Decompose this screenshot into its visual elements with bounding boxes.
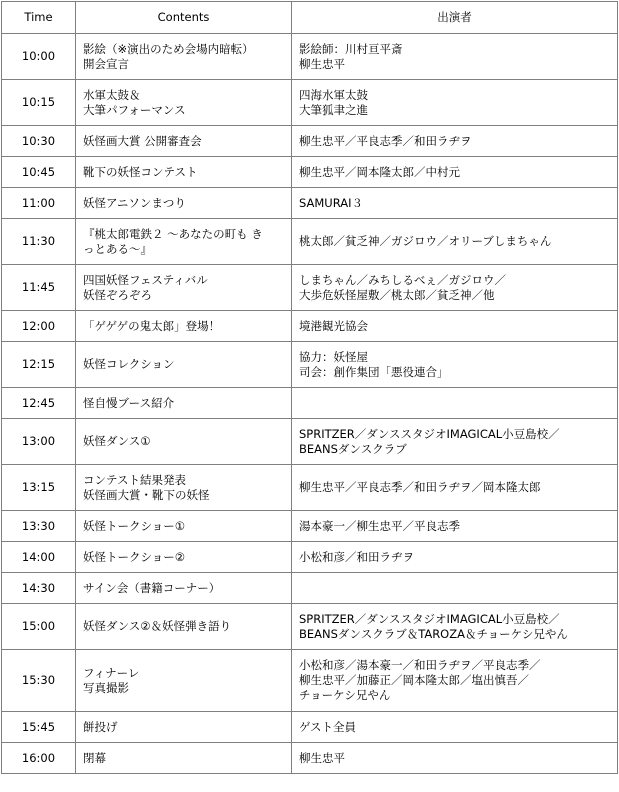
schedule-row bbox=[2, 34, 618, 80]
performers-cell bbox=[292, 712, 618, 743]
performers-cell bbox=[292, 542, 618, 573]
contents-cell bbox=[76, 573, 292, 604]
contents-cell bbox=[76, 188, 292, 219]
time-cell: 15:30 bbox=[2, 650, 76, 712]
contents-line: 写真撮影 bbox=[83, 680, 129, 695]
performer-line: 小松和彦／和田ラヂヲ bbox=[299, 549, 414, 564]
performer-line: 湯本豪一／柳生忠平／平良志季 bbox=[299, 518, 460, 533]
performer-line: チョーケシ兄やん bbox=[299, 688, 391, 702]
schedule-row bbox=[2, 188, 618, 219]
performer-line: 境港観光協会 bbox=[299, 318, 368, 333]
contents-line: 靴下の妖怪コンテスト bbox=[83, 164, 198, 179]
performers-cell bbox=[292, 388, 618, 419]
contents-cell bbox=[76, 542, 292, 573]
schedule-row bbox=[2, 342, 618, 388]
time-cell: 10:00 bbox=[2, 34, 76, 80]
header-row bbox=[2, 2, 618, 34]
performer-line: SAMURAI３ bbox=[299, 195, 364, 210]
performer-line: 大筆狐聿之進 bbox=[299, 102, 368, 117]
performers-cell bbox=[292, 511, 618, 542]
contents-cell bbox=[76, 419, 292, 465]
contents-line: っとある〜』 bbox=[83, 241, 152, 256]
schedule-row bbox=[2, 573, 618, 604]
schedule-row bbox=[2, 650, 618, 712]
performers-cell bbox=[292, 311, 618, 342]
performers-cell bbox=[292, 126, 618, 157]
performers-cell bbox=[292, 219, 618, 265]
performer-line: 小松和彦／湯本豪一／和田ラヂヲ／平良志季／ bbox=[299, 658, 541, 672]
time-cell: 10:15 bbox=[2, 80, 76, 126]
schedule-row bbox=[2, 311, 618, 342]
contents-line: 開会宣言 bbox=[83, 56, 129, 71]
schedule-row bbox=[2, 712, 618, 743]
contents-line: 妖怪トークショー② bbox=[83, 549, 186, 564]
performer-line: しまちゃん／みちしるべぇ／ガジロウ／ bbox=[299, 272, 506, 287]
performer-line: 影絵師：川村亘平斎 bbox=[299, 41, 403, 56]
time-cell: 13:30 bbox=[2, 511, 76, 542]
time-cell: 10:45 bbox=[2, 157, 76, 188]
schedule-row bbox=[2, 511, 618, 542]
time-cell: 13:00 bbox=[2, 419, 76, 465]
performer-line: BEANSダンスクラブ＆TAROZA＆チョーケシ兄やん bbox=[299, 626, 568, 641]
time-cell: 14:30 bbox=[2, 573, 76, 604]
time-cell: 15:45 bbox=[2, 712, 76, 743]
contents-line: 餅投げ bbox=[83, 719, 118, 734]
header-contents: Contents bbox=[76, 2, 292, 34]
time-cell: 10:30 bbox=[2, 126, 76, 157]
contents-line: 妖怪アニソンまつり bbox=[83, 195, 186, 210]
contents-cell bbox=[76, 80, 292, 126]
performer-line: ゲスト全員 bbox=[299, 719, 357, 734]
performers-cell bbox=[292, 743, 618, 774]
contents-line: コンテスト結果発表 bbox=[83, 472, 187, 487]
performers-cell bbox=[292, 34, 618, 80]
time-cell: 12:15 bbox=[2, 342, 76, 388]
performer-line: SPRITZER／ダンススタジオIMAGICAL小豆島校／ bbox=[299, 426, 560, 441]
contents-line: 閉幕 bbox=[83, 750, 106, 765]
contents-cell bbox=[76, 311, 292, 342]
contents-line: 「ゲゲゲの鬼太郎」登場！ bbox=[83, 318, 221, 333]
contents-cell bbox=[76, 388, 292, 419]
contents-line: 妖怪画大賞 公開審査会 bbox=[83, 133, 202, 148]
performer-line: 桃太郎／貧乏神／ガジロウ／オリーブしまちゃん bbox=[299, 234, 552, 248]
time-cell: 13:15 bbox=[2, 465, 76, 511]
schedule-body bbox=[2, 34, 618, 774]
contents-line: 水軍太鼓＆ bbox=[83, 87, 141, 102]
schedule-row bbox=[2, 604, 618, 650]
performers-cell bbox=[292, 188, 618, 219]
schedule-row bbox=[2, 126, 618, 157]
header-performers: 出演者 bbox=[292, 2, 618, 34]
schedule-row bbox=[2, 743, 618, 774]
performer-line: 柳生忠平／平良志季／和田ラヂヲ bbox=[299, 133, 472, 148]
contents-line: 怪自慢ブース紹介 bbox=[83, 395, 175, 410]
time-cell: 11:00 bbox=[2, 188, 76, 219]
contents-cell bbox=[76, 157, 292, 188]
performer-line: 協力：妖怪屋 bbox=[299, 349, 368, 364]
contents-cell bbox=[76, 650, 292, 712]
time-cell: 14:00 bbox=[2, 542, 76, 573]
performers-cell bbox=[292, 157, 618, 188]
contents-line: 四国妖怪フェスティバル bbox=[83, 272, 208, 287]
performers-cell bbox=[292, 650, 618, 712]
performer-line: 柳生忠平／岡本隆太郎／中村元 bbox=[299, 164, 460, 179]
header-time: Time bbox=[2, 2, 76, 34]
contents-line: 妖怪ダンス②＆妖怪弾き語り bbox=[83, 619, 232, 633]
contents-cell bbox=[76, 511, 292, 542]
contents-cell bbox=[76, 465, 292, 511]
performer-line: 四海水軍太鼓 bbox=[299, 87, 368, 102]
performers-cell bbox=[292, 265, 618, 311]
contents-cell bbox=[76, 604, 292, 650]
time-cell: 15:00 bbox=[2, 604, 76, 650]
contents-line: 『桃太郎電鉄２ 〜あなたの町も き bbox=[83, 226, 263, 241]
performer-line: 柳生忠平 bbox=[299, 750, 345, 765]
performer-line: BEANSダンスクラブ bbox=[299, 441, 407, 456]
contents-line: フィナーレ bbox=[83, 665, 140, 680]
contents-line: 妖怪ぞろぞろ bbox=[83, 287, 152, 302]
contents-cell bbox=[76, 219, 292, 265]
schedule-row bbox=[2, 542, 618, 573]
contents-line: 妖怪コレクション bbox=[83, 357, 175, 371]
schedule-table bbox=[1, 1, 618, 774]
performers-cell bbox=[292, 465, 618, 511]
schedule-row bbox=[2, 388, 618, 419]
performer-line: 柳生忠平／加藤正／岡本隆太郎／塩出慎吾／ bbox=[299, 673, 529, 687]
time-cell: 12:00 bbox=[2, 311, 76, 342]
performers-cell bbox=[292, 419, 618, 465]
contents-cell bbox=[76, 743, 292, 774]
performers-cell bbox=[292, 342, 618, 388]
time-cell: 16:00 bbox=[2, 743, 76, 774]
performers-cell bbox=[292, 604, 618, 650]
contents-line: サイン会（書籍コーナー） bbox=[83, 580, 221, 595]
performers-cell bbox=[292, 573, 618, 604]
contents-line: 妖怪トークショー① bbox=[83, 518, 186, 533]
time-cell: 12:45 bbox=[2, 388, 76, 419]
performer-line: 柳生忠平／平良志季／和田ラヂヲ／岡本隆太郎 bbox=[299, 480, 541, 494]
performer-line: SPRITZER／ダンススタジオIMAGICAL小豆島校／ bbox=[299, 611, 560, 626]
performer-line: 大歩危妖怪屋敷／桃太郎／貧乏神／他 bbox=[299, 287, 495, 302]
contents-cell bbox=[76, 126, 292, 157]
contents-cell bbox=[76, 342, 292, 388]
schedule-row bbox=[2, 219, 618, 265]
contents-cell bbox=[76, 265, 292, 311]
performer-line: 司会：創作集団「悪役連合」 bbox=[299, 364, 449, 379]
time-cell: 11:30 bbox=[2, 219, 76, 265]
schedule-row bbox=[2, 419, 618, 465]
contents-cell bbox=[76, 34, 292, 80]
time-cell: 11:45 bbox=[2, 265, 76, 311]
contents-line: 妖怪ダンス① bbox=[83, 434, 151, 448]
schedule-row bbox=[2, 157, 618, 188]
contents-line: 大筆パフォーマンス bbox=[83, 102, 186, 117]
contents-cell bbox=[76, 712, 292, 743]
schedule-row bbox=[2, 465, 618, 511]
performers-cell bbox=[292, 80, 618, 126]
schedule-row bbox=[2, 265, 618, 311]
contents-line: 妖怪画大賞・靴下の妖怪 bbox=[83, 487, 210, 502]
schedule-row bbox=[2, 80, 618, 126]
performer-line: 柳生忠平 bbox=[299, 56, 345, 71]
contents-line: 影絵（※演出のため会場内暗転） bbox=[83, 41, 254, 56]
